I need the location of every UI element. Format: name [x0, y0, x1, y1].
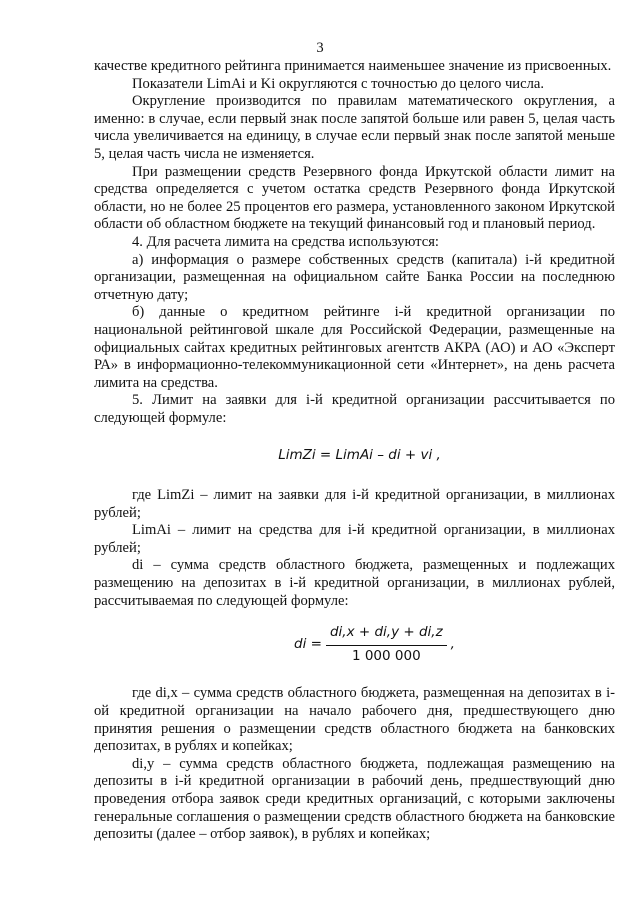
paragraph-item-4a: а) информация о размере собственных средств (капитала) i-й кредитной организации, размещенная на официальном сайте Банка России на последнюю отчетную дату;: [94, 251, 615, 303]
paragraph-limai-definition: LimAi – лимит на средства для i-й кредитной организации, в миллионах рублей;: [94, 522, 615, 556]
paragraph-item-4b: б) данные о кредитном рейтинге i-й кредитной организации по национальной рейтинговой шкале для Российской Федерации, размещенные на официальных сайтах кредитных рейтинговых агентств АКРА (АО) и АО «Эксперт РА» в информационно-телекоммуникационной сети «Интернет», на день расчета лимита на средства.: [94, 304, 615, 391]
formula-di-fraction: [326, 624, 447, 665]
document-body: [94, 58, 615, 844]
paragraph-item-5: 5. Лимит на заявки для i-й кредитной организации рассчитывается по следующей формуле:: [94, 392, 615, 426]
paragraph-rating-value: качестве кредитного рейтинга принимается наименьшее значение из присвоенных.: [94, 58, 612, 74]
paragraph-item-4: 4. Для расчета лимита на средства используются:: [132, 233, 439, 250]
paragraph-dix-definition: где di,x – сумма средств областного бюджета, размещенная на депозитах в i-ой кредитной организации на начало рабочего дня, предшествующего дню принятия решения о размещении средств областного бюджета на банковских депозитах, в рублях и копейках;: [94, 685, 615, 755]
paragraph-reserve-fund: При размещении средств Резервного фонда Иркутской области лимит на средства определяется с учетом остатка средств Резервного фонда Иркутской области, но не более 25 процентов его размера, установленного законом Иркутской области об областном бюджете на текущий финансовый год и плановый период.: [94, 163, 615, 233]
paragraph-diy-definition: di,y – сумма средств областного бюджета, подлежащая размещению на депозиты в i-й кредитной организации в рабочий день, предшествующий дню проведения отбора заявок среди кредитных организаций, с которыми заключены генеральные соглашения о размещении средств областного бюджета на банковские депозиты (далее – отбор заявок), в рублях и копейках;: [94, 755, 615, 843]
formula-di: [94, 624, 615, 665]
paragraph-rounding-rules: Округление производится по правилам математического округления, а именно: в случае, если первый знак после запятой больше или равен 5, целая часть числа увеличивается на единицу, в случае если первый знак после запятой меньше 5, целая часть числа не изменяется.: [94, 93, 615, 162]
formula-di-trailing: ,: [450, 636, 455, 653]
page-number: 3: [316, 40, 324, 56]
paragraph-di-definition: di – сумма средств областного бюджета, размещенных и подлежащих размещению на депозитах в i-й кредитной организации, в миллионах рублей, рассчитываемая по следующей формуле:: [94, 557, 615, 609]
formula-limzi: LimZi = LimAi – di + vi ,: [278, 447, 441, 464]
formula-di-lhs: di =: [294, 636, 322, 653]
formula-di-numerator: di,x + di,y + di,z: [326, 624, 447, 646]
paragraph-limzi-definition: где LimZi – лимит на заявки для i-й кредитной организации, в миллионах рублей;: [94, 487, 615, 521]
paragraph-rounding-indicators: Показатели LimAi и Ki округляются с точностью до целого числа.: [132, 75, 544, 92]
formula-di-denominator: 1 000 000: [351, 647, 421, 664]
